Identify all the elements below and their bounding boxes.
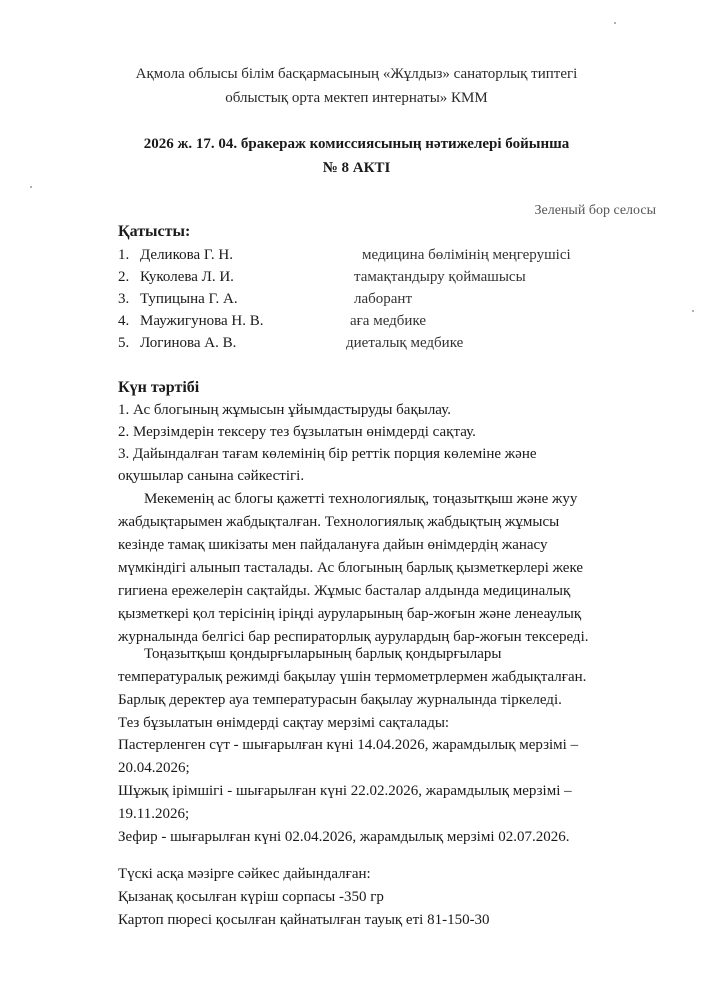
agenda-item: 3. Дайындалған тағам көлемінің бір реттік порция көлеміне және	[118, 446, 537, 462]
participant-num: 2.	[118, 269, 130, 285]
agenda-item: 2. Мерзімдерін тексеру тез бұзылатын өнімдерді сақтау.	[118, 424, 476, 440]
paragraph-line: Тоңазытқыш қондырғыларының барлық қондырғылары	[144, 646, 502, 662]
participant-name: Тупицына Г. А.	[140, 291, 238, 307]
paragraph-line: Барлық деректер ауа температурасын бақылау журналында тіркеледі.	[118, 692, 562, 708]
participants-list	[118, 244, 638, 354]
menu-line: Картоп пюресі қосылған қайнатылған тауық еті 81-150-30	[118, 912, 490, 928]
paragraph-line: мүмкіндігі алынып тасталады. Ас блогының барлық қызметкерлері жеке	[118, 560, 584, 576]
participant-row	[118, 332, 638, 354]
menu-line: Қызанақ қосылған күріш сорпасы -350 гр	[118, 889, 384, 905]
place-name: Зеленый бор селосы	[534, 203, 656, 218]
participant-name: Логинова А. В.	[140, 335, 237, 351]
participant-row	[118, 288, 638, 310]
participant-row	[118, 244, 638, 266]
agenda-item: 1. Ас блогының жұмысын ұйымдастыруды бақылау.	[118, 402, 451, 418]
participant-num: 1.	[118, 247, 130, 263]
paragraph-line: жабдықтарымен жабдықталған. Технологиялық жабдықтың жұмысы	[118, 514, 560, 530]
participant-role: диеталық медбике	[346, 335, 464, 351]
product-line: Шұжық ірімшігі - шығарылған күні 22.02.2026, жарамдылық мерзімі –	[118, 783, 572, 799]
participant-num: 3.	[118, 291, 130, 307]
participant-name: Маужигунова Н. В.	[140, 313, 264, 329]
header-line-2: облыстық орта мектеп интернаты» КММ	[225, 90, 488, 106]
paragraph-line: Тез бұзылатын өнімдерді сақтау мерзімі сақталады:	[118, 715, 450, 731]
participant-row	[118, 266, 638, 288]
agenda-item: оқушылар санына сәйкестігі.	[118, 468, 305, 484]
product-line: Пастерленген сүт - шығарылған күні 14.04.2026, жарамдылық мерзімі –	[118, 737, 579, 753]
participant-name: Деликова Г. Н.	[140, 247, 233, 263]
participant-num: 5.	[118, 335, 130, 351]
participant-role: тамақтандыру қоймашысы	[354, 269, 526, 285]
scan-speck	[30, 186, 32, 188]
product-line: 20.04.2026;	[118, 760, 190, 776]
paragraph-line: кезінде тамақ шикізаты мен пайдалануға дайын өнімдердің жанасу	[118, 537, 548, 553]
paragraph-line: қызметкері қол терісінің іріңді ауруларының бар-жоғын және ленеаулық	[118, 606, 582, 622]
participant-role: аға медбике	[350, 313, 427, 329]
participant-num: 4.	[118, 313, 130, 329]
participant-role: лаборант	[354, 291, 413, 307]
header-line-1: Ақмола облысы білім басқармасының «Жұлдыз» санаторлық типтегі	[135, 66, 578, 82]
paragraph-line: журналында белгісі бар респираторлық аурулардың бар-жоғын тексереді.	[118, 629, 589, 645]
paragraph-line: Мекеменің ас блогы қажетті технологиялық, тоңазытқыш және жуу	[144, 491, 578, 507]
paragraph-line: гигиена ережелерін сақтайды. Жұмыс басталар алдында медициналық	[118, 583, 571, 599]
participant-row	[118, 310, 638, 332]
scan-speck	[614, 22, 616, 24]
paragraph-line: температуралық режимді бақылау үшін термометрлермен жабдықталған.	[118, 669, 587, 685]
participant-name: Куколева Л. И.	[140, 269, 234, 285]
participants-heading: Қатысты:	[118, 223, 191, 240]
agenda-heading: Күн тәртібі	[118, 379, 200, 396]
product-line: Зефир - шығарылған күні 02.04.2026, жарамдылық мерзімі 02.07.2026.	[118, 829, 570, 845]
scan-speck	[692, 310, 694, 312]
participant-role: медицина бөлімінің меңгерушісі	[362, 247, 571, 263]
menu-line: Түскі асқа мәзірге сәйкес дайындалған:	[118, 866, 371, 882]
act-number: № 8 АКТІ	[322, 160, 391, 176]
product-line: 19.11.2026;	[118, 806, 190, 822]
act-title-line-1: 2026 ж. 17. 04. бракераж комиссиясының нәтижелері бойынша	[143, 136, 570, 152]
